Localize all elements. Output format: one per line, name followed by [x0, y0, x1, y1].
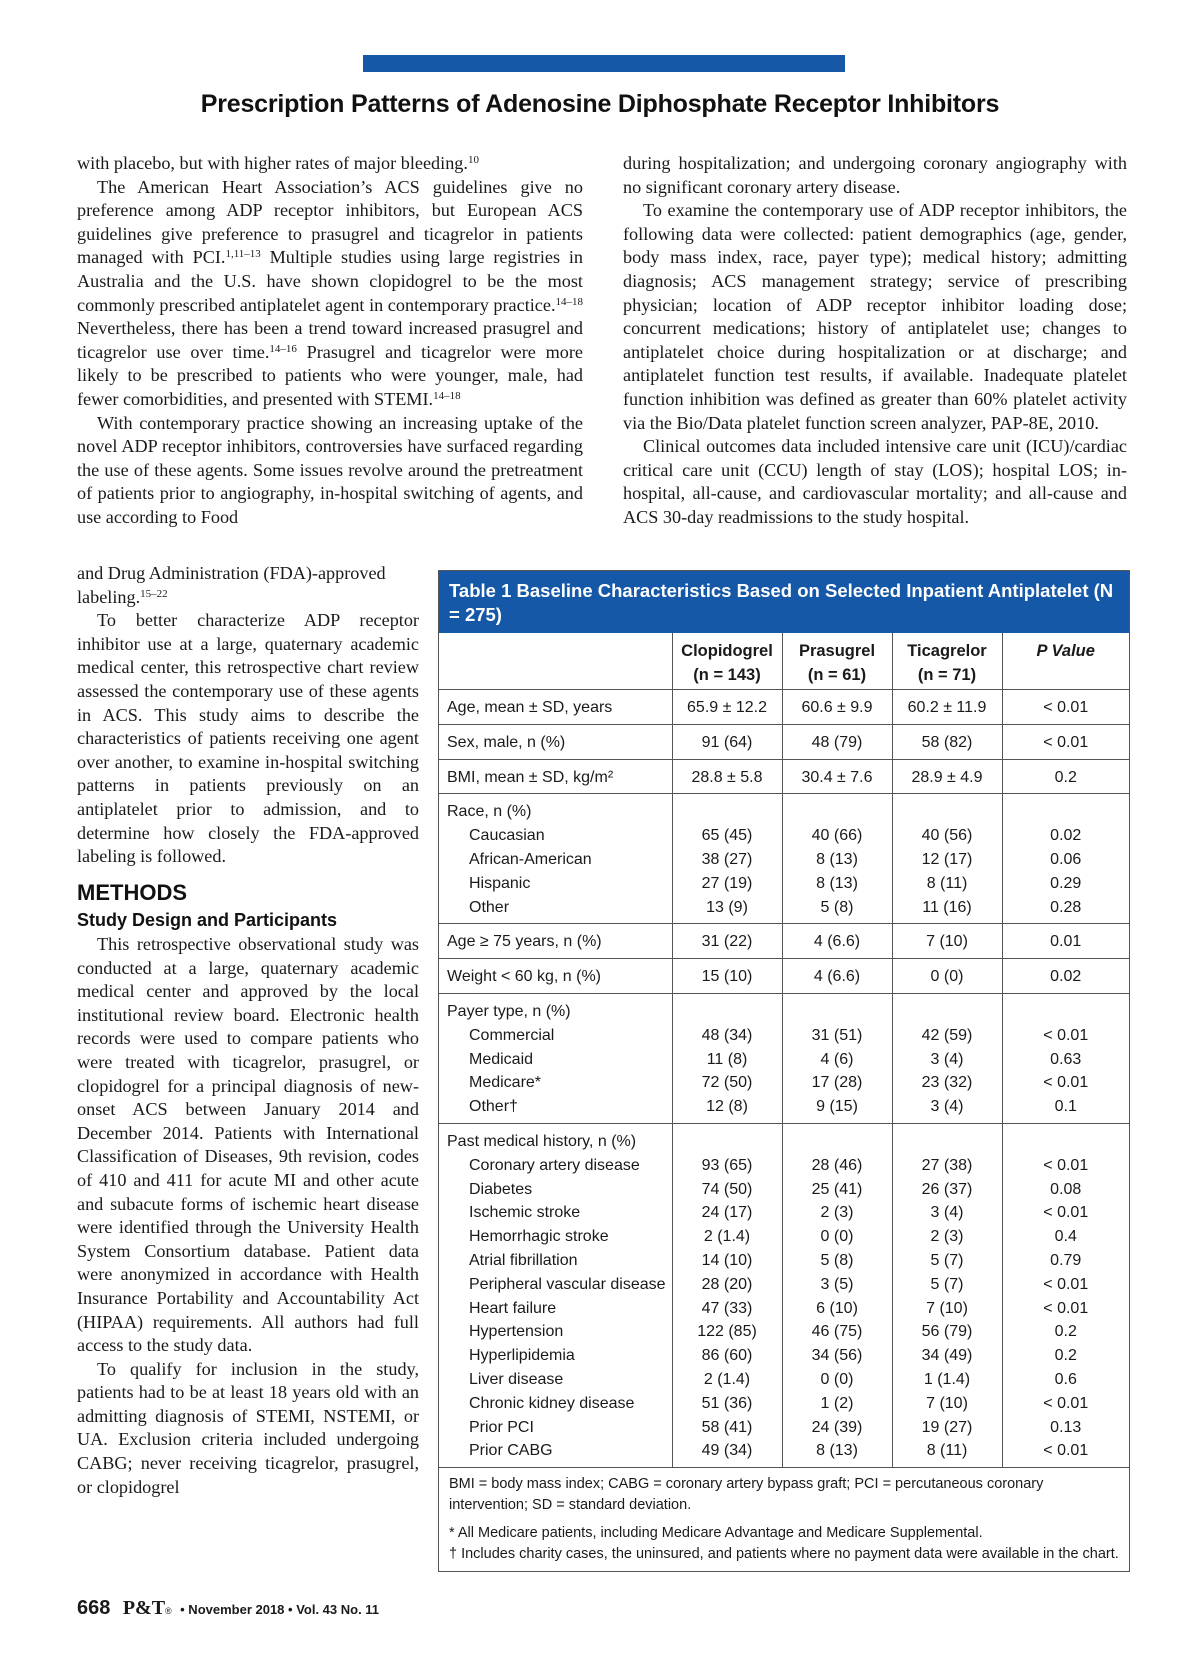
cell-value: 122 (85) [697, 1323, 757, 1341]
group-label: Past medical history, n (%) [447, 1132, 637, 1150]
cell-value: 2 (3) [930, 1228, 964, 1246]
cell-value: 5 (8) [820, 898, 854, 916]
cell-value: 3 (4) [930, 1204, 964, 1222]
cell-value: < 0.01 [1043, 1204, 1089, 1222]
table-row [439, 959, 1129, 994]
subrow-label: Chronic kidney disease [469, 1394, 635, 1412]
cell-value: 8 (11) [926, 874, 968, 892]
cell-value: 2 (1.4) [703, 1370, 751, 1388]
cell-value: 9 (15) [816, 1098, 858, 1116]
methods-section [77, 880, 419, 1499]
cell-value: 34 (56) [811, 1347, 863, 1365]
value-cell [1002, 924, 1129, 959]
subrow-label: Diabetes [469, 1180, 533, 1198]
table-header-row [439, 633, 1129, 690]
cell-value: 11 (16) [922, 898, 972, 916]
subrow-label: African-American [469, 850, 592, 868]
cell-value: 60.2 ± 11.9 [907, 699, 987, 716]
page-number: 668 [77, 1597, 111, 1619]
header-clopidogrel: Clopidogrel (n = 143) [672, 633, 782, 690]
cell-value: 86 (60) [701, 1347, 753, 1365]
group-label: Age, mean ± SD, years [447, 699, 613, 716]
cell-value: 5 (7) [930, 1251, 964, 1269]
paragraph: To qualify for inclusion in the study, patients had to be at least 18 years old with an admitting diagnosis of STEMI, NSTEMI, or UA. Exclusion criteria included undergoing CABG; never receiving ticagrelor, prasugrel, or clopidogrel [77, 1358, 419, 1497]
cell-value: 0.02 [1050, 827, 1082, 845]
cell-value: 6 (10) [816, 1299, 858, 1317]
header-ticagrelor: Ticagrelor (n = 71) [892, 633, 1002, 690]
running-title: Prescription Patterns of Adenosine Diphosphate Receptor Inhibitors [200, 90, 1000, 118]
cell-value: 38 (27) [701, 850, 753, 868]
value-cell [672, 1123, 782, 1467]
subrow-label: Prior CABG [469, 1442, 553, 1460]
paragraph: With contemporary practice showing an increasing uptake of the novel ADP receptor inhibitors, controversies have surfaced regarding the use of these agents. Some issues revolve around the pretreatment of patients prior to angiography, in-hospital switching of agents, and use according to Food [77, 412, 583, 527]
group-label: Race, n (%) [447, 803, 532, 821]
row-label [439, 794, 672, 924]
cell-value: 48 (34) [701, 1026, 753, 1044]
table-row [439, 1123, 1129, 1467]
cell-value: 31 (22) [701, 933, 753, 951]
subrow-label: Medicare* [469, 1074, 542, 1092]
cell-value: 0.06 [1050, 850, 1082, 868]
cell-value: 65 (45) [701, 827, 753, 845]
left-column-top [77, 152, 583, 530]
cell-value: 25 (41) [811, 1180, 863, 1198]
cell-value: 3 (4) [930, 1098, 964, 1116]
cell-value: 0.08 [1050, 1180, 1082, 1198]
subrow-label: Prior PCI [469, 1418, 534, 1436]
subrow-label: Hispanic [469, 874, 531, 892]
cell-value: 47 (33) [701, 1299, 753, 1317]
row-label [439, 724, 672, 759]
cell-value: 0.79 [1050, 1251, 1082, 1269]
subrow-label: Atrial fibrillation [469, 1251, 578, 1269]
value-cell [1002, 993, 1129, 1123]
value-cell [892, 993, 1002, 1123]
value-cell [1002, 794, 1129, 924]
cell-value: 46 (75) [811, 1323, 863, 1341]
table-row [439, 924, 1129, 959]
value-cell [892, 924, 1002, 959]
cell-value: 56 (79) [921, 1323, 973, 1341]
cell-value: 14 (10) [701, 1251, 753, 1269]
header-prasugrel: Prasugrel (n = 61) [782, 633, 892, 690]
value-cell [1002, 759, 1129, 794]
cell-value: 42 (59) [921, 1026, 973, 1044]
cell-value: 1 (2) [820, 1394, 854, 1412]
cell-value: 51 (36) [701, 1394, 753, 1412]
cell-value: 8 (13) [816, 874, 858, 892]
cell-value: 2 (3) [820, 1204, 854, 1222]
cell-value: 26 (37) [921, 1180, 973, 1198]
cell-value: 17 (28) [811, 1074, 863, 1092]
cell-value: 72 (50) [701, 1074, 753, 1092]
group-label: Payer type, n (%) [447, 1002, 571, 1020]
value-cell [1002, 1123, 1129, 1467]
table-caption [439, 571, 1129, 633]
row-label [439, 993, 672, 1123]
value-cell [672, 794, 782, 924]
cell-value: 28 (20) [701, 1275, 753, 1293]
table-1 [438, 570, 1130, 1572]
value-cell [1002, 690, 1129, 725]
right-column [623, 152, 1127, 530]
value-cell [892, 794, 1002, 924]
cell-value: 23 (32) [921, 1074, 973, 1092]
header-p-value: P Value [1002, 633, 1129, 690]
cell-value: < 0.01 [1043, 1442, 1089, 1460]
subrow-label: Peripheral vascular disease [469, 1275, 666, 1293]
row-label [439, 1123, 672, 1467]
page-footer [77, 1597, 379, 1620]
issue-info: • November 2018 • Vol. 43 No. 11 [180, 1602, 380, 1617]
paragraph: To examine the contemporary use of ADP receptor inhibitors, the following data were collected: patient demographics (age, gender, body mass index, race, payer type); medical history; admitting diagnosis; ACS management strategy; service of prescribing physician; location of ADP receptor inhibitor loading dose; concurrent medications; history of antiplatelet use; changes to antiplatelet choice during hospitalization or at discharge; and antiplatelet function test results, if available. Inadequate platelet function inhibition was defined as greater than 60% platelet activity via the Bio/Data platelet function screen analyzer, PAP-8E, 2010. [623, 200, 1127, 433]
cell-value: 0.4 [1054, 1228, 1077, 1246]
cell-value: 15 (10) [701, 968, 753, 986]
table-footnotes [439, 1468, 1129, 1571]
table-row [439, 794, 1129, 924]
cell-value: 34 (49) [921, 1347, 973, 1365]
cell-value: 5 (7) [930, 1275, 964, 1293]
cell-value: 4 (6.6) [813, 933, 861, 951]
value-cell [672, 690, 782, 725]
cell-value: 31 (51) [811, 1026, 863, 1044]
group-label: Sex, male, n (%) [447, 733, 566, 751]
footnote-abbreviations: BMI = body mass index; CABG = coronary artery bypass graft; PCI = percutaneous coronary intervention; SD = standard deviation. [449, 1476, 1044, 1514]
value-cell [782, 724, 892, 759]
cell-value: 28.8 ± 5.8 [691, 768, 763, 786]
cell-value: 28 (46) [811, 1156, 863, 1174]
cell-value: 0.28 [1050, 898, 1082, 916]
cell-value: 0 (0) [820, 1370, 854, 1388]
cell-value: 65.9 ± 12.2 [687, 699, 767, 716]
cell-value: < 0.01 [1043, 733, 1089, 751]
value-cell [1002, 959, 1129, 994]
cell-value: < 0.01 [1043, 1074, 1089, 1092]
cell-value: 60.6 ± 9.9 [801, 699, 873, 716]
cell-value: 8 (13) [816, 1442, 858, 1460]
cell-value: 58 (41) [701, 1418, 753, 1436]
value-cell [672, 959, 782, 994]
baseline-table [439, 633, 1129, 1468]
cell-value: 8 (13) [816, 850, 858, 868]
cell-value: 49 (34) [701, 1442, 753, 1460]
cell-value: 12 (17) [921, 850, 973, 868]
cell-value: 0.01 [1050, 933, 1082, 951]
value-cell [782, 924, 892, 959]
row-label [439, 690, 672, 725]
value-cell [672, 993, 782, 1123]
group-label: Age ≥ 75 years, n (%) [447, 933, 602, 951]
cell-value: 7 (10) [926, 1394, 968, 1412]
left-column-narrow [77, 562, 419, 869]
row-label [439, 959, 672, 994]
value-cell [782, 690, 892, 725]
row-label [439, 759, 672, 794]
cell-value: 0.6 [1054, 1370, 1077, 1388]
value-cell [782, 1123, 892, 1467]
cell-value: 0 (0) [820, 1228, 854, 1246]
subrow-label: Commercial [469, 1026, 555, 1044]
header-blank [439, 633, 672, 690]
cell-value: 0.29 [1050, 874, 1082, 892]
cell-value: 93 (65) [701, 1156, 753, 1174]
value-cell [672, 759, 782, 794]
cell-value: 3 (5) [820, 1275, 854, 1293]
cell-value: 0.02 [1050, 968, 1082, 986]
paragraph: The American Heart Association’s ACS guidelines give no preference among ADP receptor inhibitors, but European ACS guidelines give preference to prasugrel and ticagrelor in patients managed with PCI.$^{1,11-13}$ Multiple studies using large registries in Australia and the U.S. have shown clopidogrel to be the most commonly prescribed antiplatelet agent in contemporary practice.$^{14-18}$ Nevertheless, there has been a trend toward increased prasugrel and ticagrelor use over time.$^{14-16}$ Prasugrel and ticagrelor were more likely to be prescribed to patients who were younger, male, had fewer comorbidities, and presented with STEMI.$^{14-18}$ [77, 176, 583, 409]
paragraph: This retrospective observational study was conducted at a large, quaternary academic medical center and approved by the local institutional review board. Electronic health records were used to compare patients who were treated with ticagrelor, prasugrel, or clopidogrel for a principal diagnosis of new-onset ACS between January 2014 and December 2014. Patients with International Classification of Diseases, 9th revision, codes of 410 and 411 for acute MI and other acute and subacute forms of ischemic heart disease were identified through the University Health System Consortium database. Patient data were anonymized in accordance with Health Insurance Portability and Accountability Act (HIPAA) requirements. All authors had full access to the study data. [77, 934, 419, 1356]
value-cell [892, 759, 1002, 794]
cell-value: 11 (8) [706, 1050, 748, 1068]
group-label: Weight < 60 kg, n (%) [447, 968, 601, 986]
subrow-label: Hemorrhagic stroke [469, 1228, 609, 1246]
subrow-label: Liver disease [469, 1370, 564, 1388]
cell-value: < 0.01 [1043, 1026, 1089, 1044]
cell-value: < 0.01 [1043, 1156, 1089, 1174]
subrow-label: Hyperlipidemia [469, 1347, 575, 1365]
cell-value: 28.9 ± 4.9 [911, 768, 983, 786]
subrow-label: Medicaid [469, 1050, 534, 1068]
table-label: Table 1 [449, 580, 512, 601]
cell-value: 40 (66) [811, 827, 863, 845]
paragraph: To better characterize ADP receptor inhibitor use at a large, quaternary academic medical center, this retrospective chart review assessed the contemporary use of these agents in ACS. This study aims to describe the characteristics of patients receiving one agent over another, to examine in-hospital switching patterns in patients previously on an antiplatelet prior to admission, and to determine how closely the FDA-approved labeling is followed. [77, 610, 419, 867]
cell-value: 58 (82) [921, 733, 973, 751]
cell-value: 0.63 [1050, 1050, 1082, 1068]
paragraph: during hospitalization; and undergoing coronary angiography with no significant coronary artery disease. [623, 153, 1127, 197]
journal-name: P&T [122, 1597, 166, 1619]
group-label: BMI, mean ± SD, kg/m² [447, 768, 614, 786]
cell-value: < 0.01 [1043, 1394, 1089, 1412]
value-cell [782, 759, 892, 794]
value-cell [782, 959, 892, 994]
table-row [439, 724, 1129, 759]
subrow-label: Other [469, 898, 510, 916]
value-cell [892, 1123, 1002, 1467]
cell-value: 27 (19) [701, 874, 753, 892]
value-cell [782, 993, 892, 1123]
subrow-label: Caucasian [469, 827, 545, 845]
cell-value: 7 (10) [926, 933, 968, 951]
table-row [439, 759, 1129, 794]
cell-value: 74 (50) [701, 1180, 753, 1198]
table-row [439, 690, 1129, 725]
cell-value: 0.2 [1054, 1347, 1077, 1365]
row-label [439, 924, 672, 959]
cell-value: 1 (1.4) [923, 1370, 971, 1388]
cell-value: 0.2 [1054, 768, 1077, 786]
cell-value: 2 (1.4) [703, 1228, 751, 1246]
cell-value: 19 (27) [921, 1418, 973, 1436]
paragraph: Clinical outcomes data included intensive care unit (ICU)/cardiac critical care unit (CCU) length of stay (LOS); hospital LOS; in-hospital, all-cause, and cardiovascular mortality; and all-cause and ACS 30-day readmissions to the study hospital. [623, 436, 1127, 527]
value-cell [672, 924, 782, 959]
paragraph: with placebo, but with higher rates of major bleeding.$^{10}$ [77, 153, 479, 173]
subrow-label: Other† [469, 1098, 518, 1116]
cell-value: 91 (64) [701, 733, 753, 751]
cell-value: 27 (38) [921, 1156, 973, 1174]
cell-value: 24 (39) [811, 1418, 863, 1436]
cell-value: 0.1 [1054, 1098, 1077, 1116]
cell-value: 40 (56) [921, 827, 973, 845]
cell-value: 3 (4) [930, 1050, 964, 1068]
subrow-label: Hypertension [469, 1323, 564, 1341]
cell-value: 48 (79) [811, 733, 863, 751]
registered-mark: ® [165, 1606, 172, 1616]
table-row [439, 993, 1129, 1123]
cell-value: 13 (9) [706, 898, 748, 916]
cell-value: 4 (6.6) [813, 968, 861, 986]
cell-value: 4 (6) [820, 1050, 854, 1068]
paragraph: and Drug Administration (FDA)-approved labeling.$^{15-22}$ [77, 563, 386, 607]
cell-value: 30.4 ± 7.6 [801, 768, 873, 786]
cell-value: 5 (8) [820, 1251, 854, 1269]
cell-value: 0.13 [1050, 1418, 1082, 1436]
section-heading: METHODS [77, 880, 187, 905]
cell-value: 0.2 [1054, 1323, 1077, 1341]
value-cell [892, 959, 1002, 994]
footnote-other: † Includes charity cases, the uninsured, and patients where no payment data were available in the chart. [449, 1546, 1119, 1563]
cell-value: 7 (10) [926, 1299, 968, 1317]
cell-value: 8 (11) [926, 1442, 968, 1460]
value-cell [892, 724, 1002, 759]
header-accent-bar [363, 55, 845, 72]
value-cell [672, 724, 782, 759]
cell-value: < 0.01 [1043, 1275, 1089, 1293]
cell-value: < 0.01 [1043, 699, 1089, 716]
table-title: Baseline Characteristics Based on Selected Inpatient Antiplatelet (N = 275) [449, 580, 1114, 625]
subrow-label: Heart failure [469, 1299, 557, 1317]
cell-value: 12 (8) [706, 1098, 748, 1116]
subrow-label: Coronary artery disease [469, 1156, 640, 1174]
cell-value: < 0.01 [1043, 1299, 1089, 1317]
value-cell [892, 690, 1002, 725]
value-cell [1002, 724, 1129, 759]
cell-value: 0 (0) [930, 968, 964, 986]
subrow-label: Ischemic stroke [469, 1204, 581, 1222]
footnote-medicare: * All Medicare patients, including Medicare Advantage and Medicare Supplemental. [449, 1525, 983, 1542]
cell-value: 24 (17) [701, 1204, 753, 1222]
value-cell [782, 794, 892, 924]
subsection-heading: Study Design and Participants [77, 910, 338, 930]
